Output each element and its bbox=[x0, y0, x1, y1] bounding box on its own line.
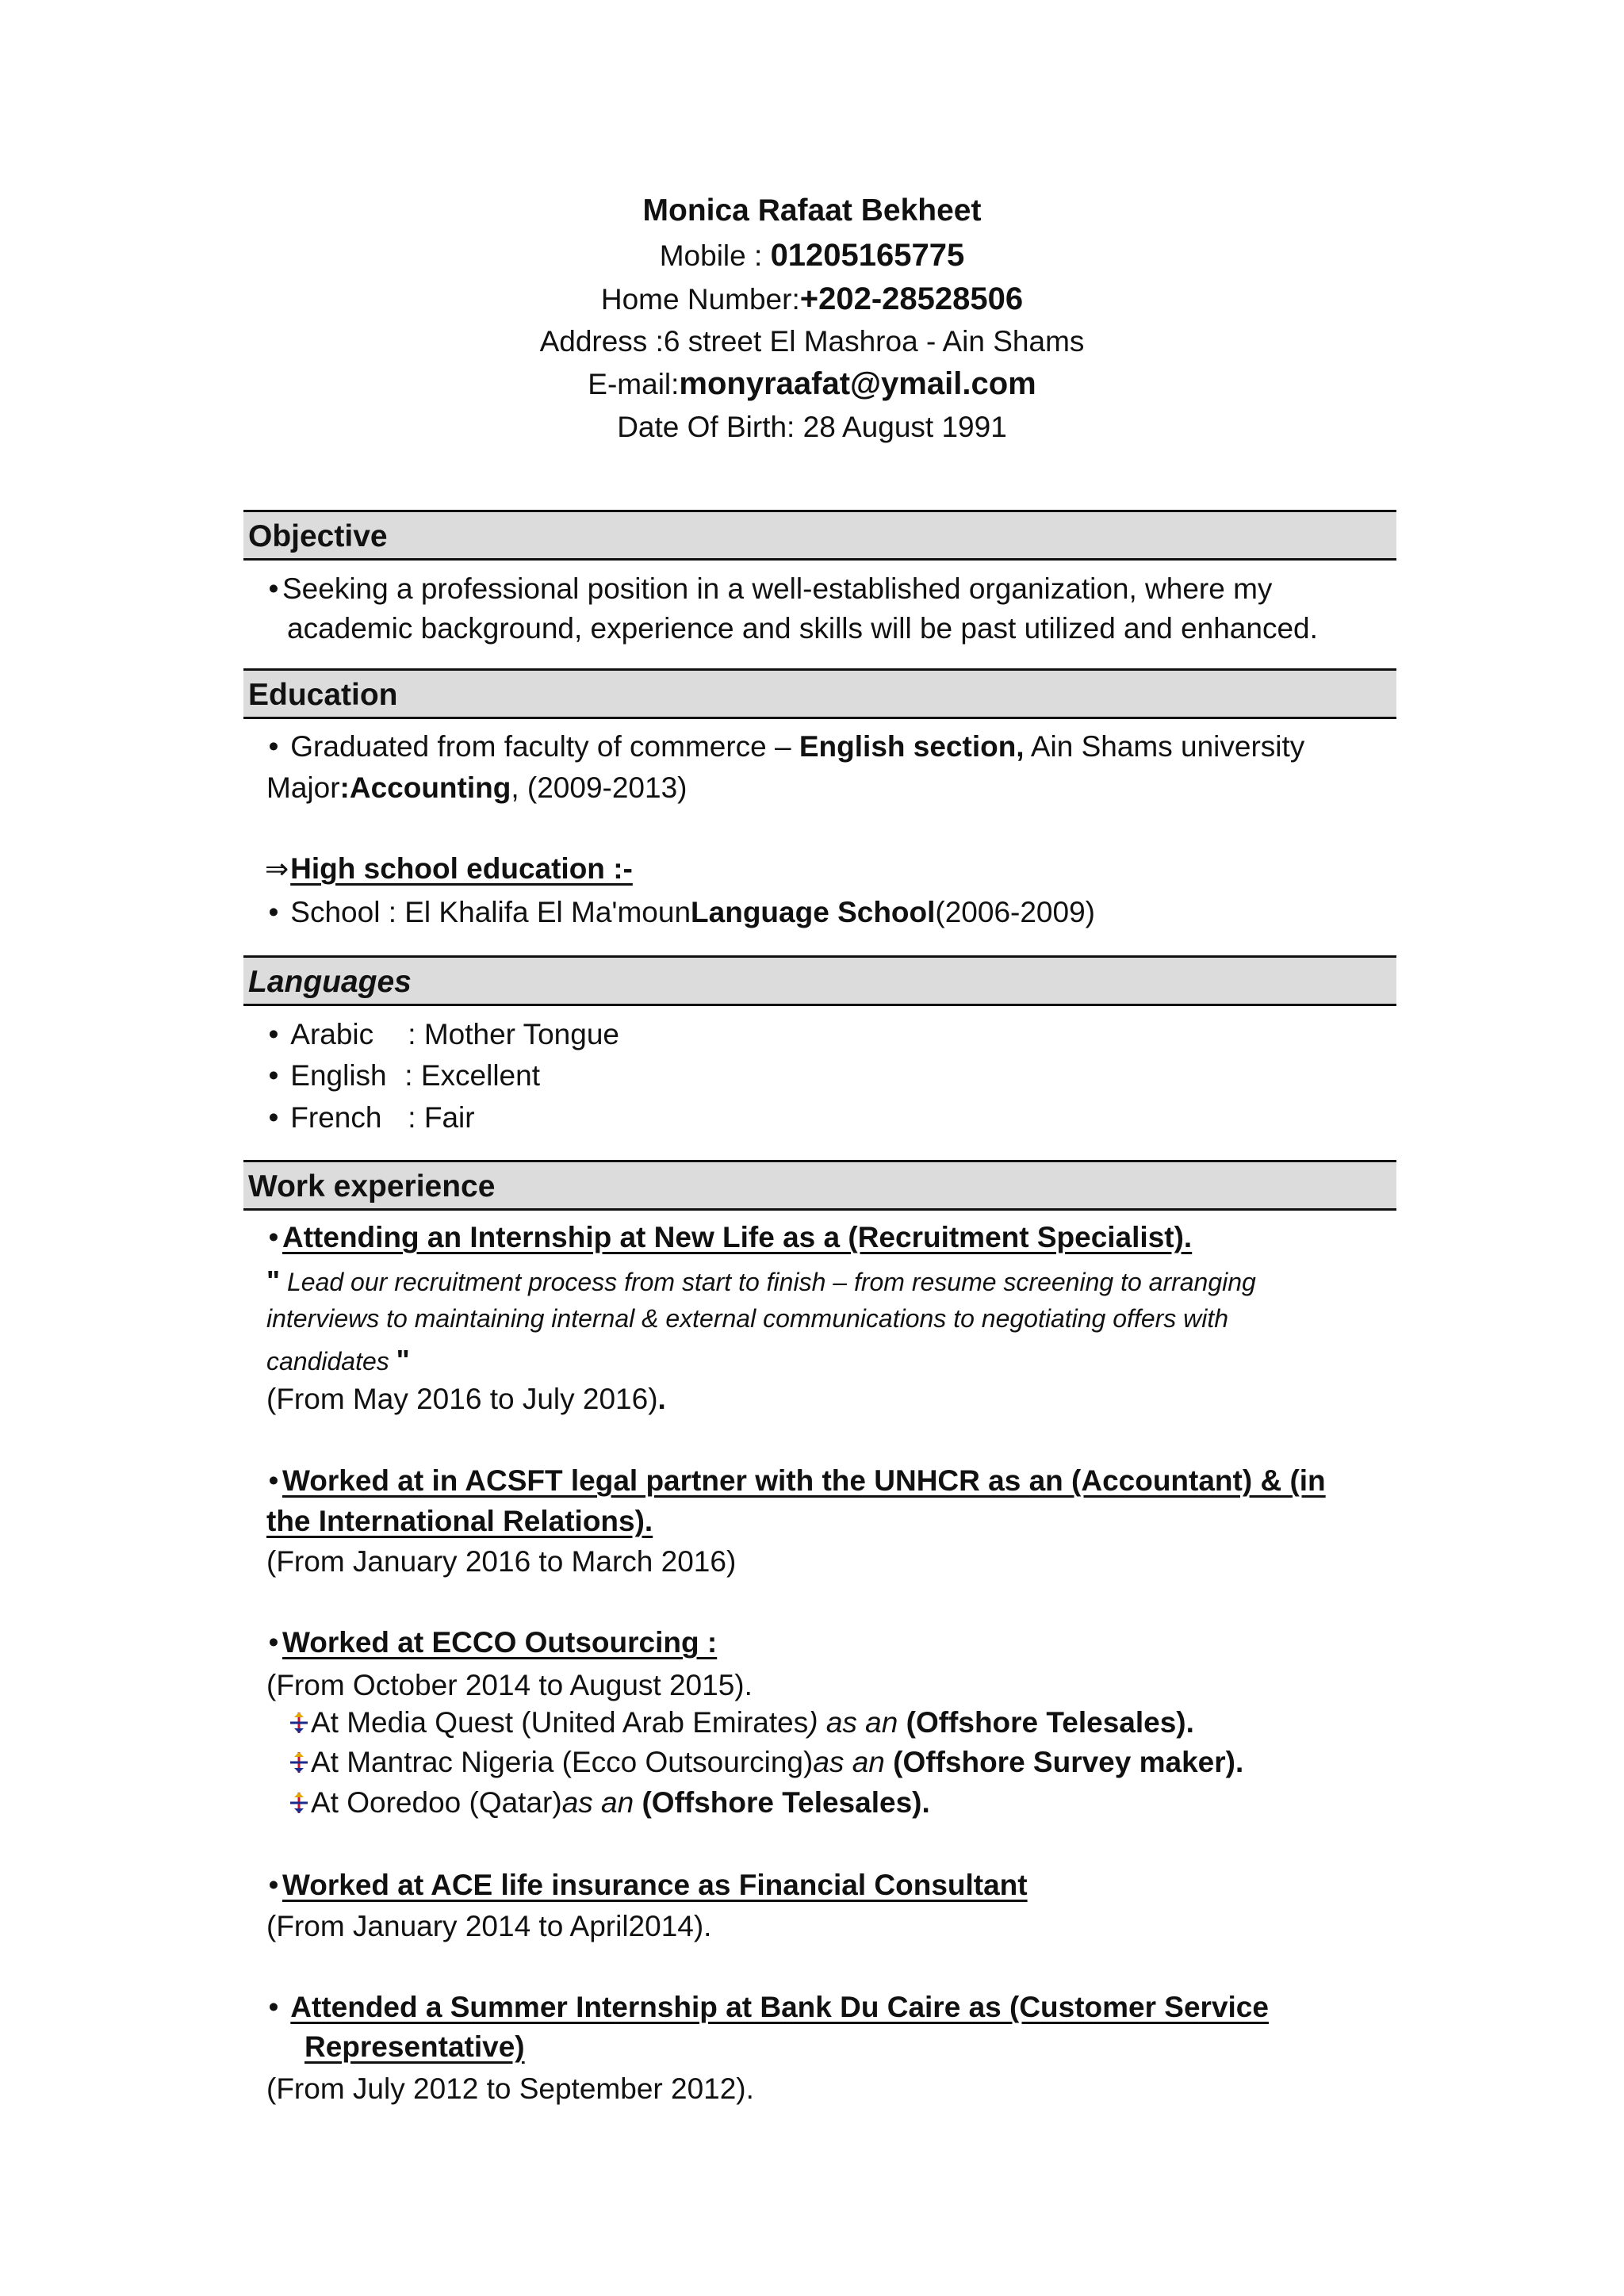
job-2-title-line-1: • Worked at in ACSFT legal partner with the UNHCR as an (Accountant) & (in bbox=[265, 1464, 1326, 1498]
education-title: Education bbox=[248, 678, 398, 712]
job-5-title-line-2: Representative) bbox=[304, 2030, 525, 2063]
objective-line-1: • Seeking a professional position in a well-established organization, where my bbox=[265, 572, 1272, 606]
quote-mark: " bbox=[396, 1344, 410, 1376]
bullet-icon: • bbox=[268, 1101, 279, 1134]
bullet-icon: • bbox=[268, 896, 279, 928]
job-3-sub-item: At Media Quest (United Arab Emirates) as an (Offshore Telesales). bbox=[289, 1706, 1194, 1739]
mobile-line bbox=[0, 238, 1624, 274]
address-line: Address :6 street El Mashroa - Ain Shams bbox=[539, 325, 1085, 358]
major-line: Major:Accounting, (2009-2013) bbox=[266, 771, 688, 804]
job-3-sub-item: At Ooredoo (Qatar)as an (Offshore Telesales). bbox=[289, 1786, 930, 1820]
job-2-date: (From January 2016 to March 2016) bbox=[266, 1545, 737, 1578]
home-label: Home Number: bbox=[600, 283, 800, 316]
home-value: +202-28528506 bbox=[799, 281, 1024, 316]
job-3-sub-item: At Mantrac Nigeria (Ecco Outsourcing)as an (Offshore Survey maker). bbox=[289, 1746, 1243, 1779]
objective-section-header bbox=[243, 510, 1396, 561]
quote-mark: " bbox=[266, 1265, 281, 1297]
languages-section-header bbox=[243, 955, 1396, 1006]
bullet-icon: • bbox=[268, 1221, 279, 1253]
languages-title: Languages bbox=[248, 965, 412, 999]
job-3-date: (From October 2014 to August 2015). bbox=[266, 1669, 753, 1701]
job-1-description-line-2: interviews to maintaining internal & external communications to negotiating offers with bbox=[266, 1304, 1229, 1333]
objective-title: Objective bbox=[248, 519, 388, 553]
graduation-line: • Graduated from faculty of commerce – English section, Ain Shams university bbox=[265, 730, 1304, 763]
pushpin-icon bbox=[289, 1789, 309, 1812]
pushpin-icon bbox=[289, 1709, 309, 1732]
job-1-description-line-3: candidates " bbox=[266, 1344, 410, 1376]
job-3-title: • Worked at ECCO Outsourcing : bbox=[265, 1626, 717, 1659]
language-item: • French : Fair bbox=[265, 1101, 475, 1135]
objective-line-2: academic background, experience and skills will be past utilized and enhanced. bbox=[287, 612, 1318, 645]
language-item: • Arabic : Mother Tongue bbox=[265, 1018, 619, 1051]
work-experience-title: Work experience bbox=[248, 1169, 496, 1203]
job-1-description-line-1: " Lead our recruitment process from start to finish – from resume screening to arranging bbox=[266, 1265, 1256, 1297]
bullet-icon: • bbox=[268, 1991, 279, 2023]
bullet-icon: • bbox=[268, 1059, 279, 1092]
email-label: E-mail: bbox=[588, 368, 680, 400]
job-1-date: (From May 2016 to July 2016). bbox=[266, 1383, 666, 1415]
bullet-icon: • bbox=[268, 730, 279, 763]
job-4-title: • Worked at ACE life insurance as Financial Consultant bbox=[265, 1869, 1028, 1902]
email-line bbox=[0, 366, 1624, 402]
candidate-name: Monica Rafaat Bekheet bbox=[642, 193, 982, 228]
job-1-title: • Attending an Internship at New Life as a (Recruitment Specialist). bbox=[265, 1221, 1192, 1254]
language-item: • English : Excellent bbox=[265, 1059, 540, 1093]
mobile-label: Mobile : bbox=[659, 239, 771, 272]
pushpin-icon bbox=[289, 1748, 309, 1772]
bullet-icon: • bbox=[268, 1869, 279, 1901]
bullet-icon: • bbox=[268, 1464, 279, 1497]
bullet-icon: • bbox=[268, 572, 279, 605]
bullet-icon: • bbox=[268, 1018, 279, 1050]
job-5-date: (From July 2012 to September 2012). bbox=[266, 2072, 754, 2105]
job-5-title-line-1: • Attended a Summer Internship at Bank Du Caire as (Customer Service bbox=[265, 1991, 1269, 2024]
home-number-line bbox=[0, 281, 1624, 317]
job-2-title-line-2: the International Relations). bbox=[266, 1505, 653, 1537]
education-section-header bbox=[243, 668, 1396, 719]
work-experience-section-header bbox=[243, 1160, 1396, 1211]
double-arrow-right-icon: ⇒ bbox=[265, 852, 289, 885]
high-school-heading: ⇒High school education :- bbox=[265, 852, 633, 885]
bullet-icon: • bbox=[268, 1626, 279, 1659]
job-4-date: (From January 2014 to April2014). bbox=[266, 1910, 712, 1942]
email-value: monyraafat@ymail.com bbox=[679, 366, 1036, 401]
mobile-value: 01205165775 bbox=[770, 238, 965, 273]
school-line: • School : El Khalifa El Ma'mounLanguage School(2006-2009) bbox=[265, 896, 1095, 929]
dob-line: Date Of Birth: 28 August 1991 bbox=[617, 411, 1007, 443]
